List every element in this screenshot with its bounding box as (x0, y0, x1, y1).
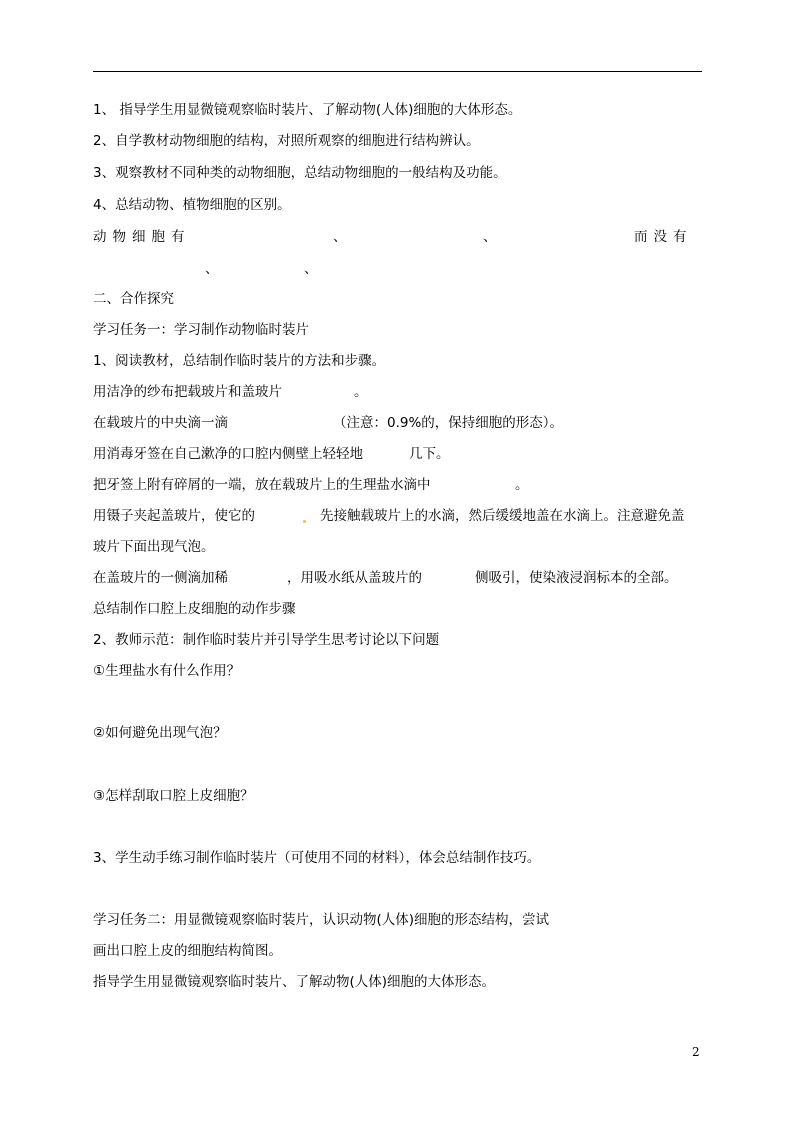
header-rule (93, 71, 702, 72)
step-drop-note: （注意：0.9%的，保持细胞的形态）。 (333, 415, 564, 431)
question-3: ③怎样刮取口腔上皮细胞？ (93, 788, 254, 804)
scan-mark (303, 520, 306, 523)
question-1: ①生理盐水有什么作用？ (93, 663, 241, 679)
step-wipe: 用洁净的纱布把载玻片和盖玻片 (93, 384, 282, 400)
fill-blank-animal-cell: 动物细胞有 (93, 229, 191, 245)
step-stain-end: 侧吸引，使染液浸润标本的全部。 (475, 570, 678, 586)
step-intro: 1、阅读教材，总结制作临时装片的方法和步骤。 (93, 353, 386, 369)
task-2-guide: 指导学生用显微镜观察临时装片、了解动物(人体)细胞的大体形态。 (93, 974, 496, 990)
step-smear-end: 。 (515, 477, 529, 493)
practice-step: 3、学生动手练习制作临时装片（可使用不同的材料），体会总结制作技巧。 (93, 850, 541, 866)
step-summary: 总结制作口腔上皮细胞的动作步骤 (93, 601, 296, 617)
step-wipe-end: 。 (354, 384, 368, 400)
blank-separator: 、 (205, 261, 219, 277)
step-scrape-end: 几下。 (409, 446, 450, 462)
question-2: ②如何避免出现气泡？ (93, 725, 227, 741)
step-cover: 用镊子夹起盖玻片，使它的 (93, 508, 255, 524)
step-drop: 在载玻片的中央滴一滴 (93, 415, 228, 431)
step-scrape: 用消毒牙签在自己漱净的口腔内侧壁上轻轻地 (93, 446, 363, 462)
teacher-demo: 2、教师示范：制作临时装片并引导学生思考讨论以下问题 (93, 632, 440, 648)
step-stain: 在盖玻片的一侧滴加稀 (93, 570, 228, 586)
step-stain-mid: ，用吸水纸从盖玻片的 (287, 570, 422, 586)
task-2-cont: 画出口腔上皮的细胞结构简图。 (93, 943, 282, 959)
task-1-title: 学习任务一：学习制作动物临时装片 (93, 322, 309, 338)
blank-separator: 、 (483, 229, 497, 245)
step-cover-end: 玻片下面出现气泡。 (93, 539, 215, 555)
blank-separator: 、 (333, 229, 347, 245)
step-smear: 把牙签上附有碎屑的一端，放在载玻片上的生理盐水滴中 (93, 477, 431, 493)
objective-3: 3、观察教材不同种类的动物细胞，总结动物细胞的一般结构及功能。 (93, 165, 507, 181)
page-number: 2 (692, 1045, 700, 1059)
objective-2: 2、自学教材动物细胞的结构，对照所观察的细胞进行结构辨认。 (93, 133, 480, 149)
step-cover-cont: 先接触载玻片上的水滴，然后缓缓地盖在水滴上。注意避免盖 (320, 508, 685, 524)
objective-4: 4、总结动物、植物细胞的区别。 (93, 197, 291, 213)
fill-blank-without: 而没有 (634, 229, 693, 245)
task-2-title: 学习任务二：用显微镜观察临时装片，认识动物(人体)细胞的形态结构，尝试 (93, 912, 550, 928)
section-heading: 二、合作探究 (93, 291, 174, 307)
blank-separator: 、 (304, 261, 318, 277)
objective-1: 1、 指导学生用显微镜观察临时装片、了解动物(人体)细胞的大体形态。 (93, 102, 522, 118)
